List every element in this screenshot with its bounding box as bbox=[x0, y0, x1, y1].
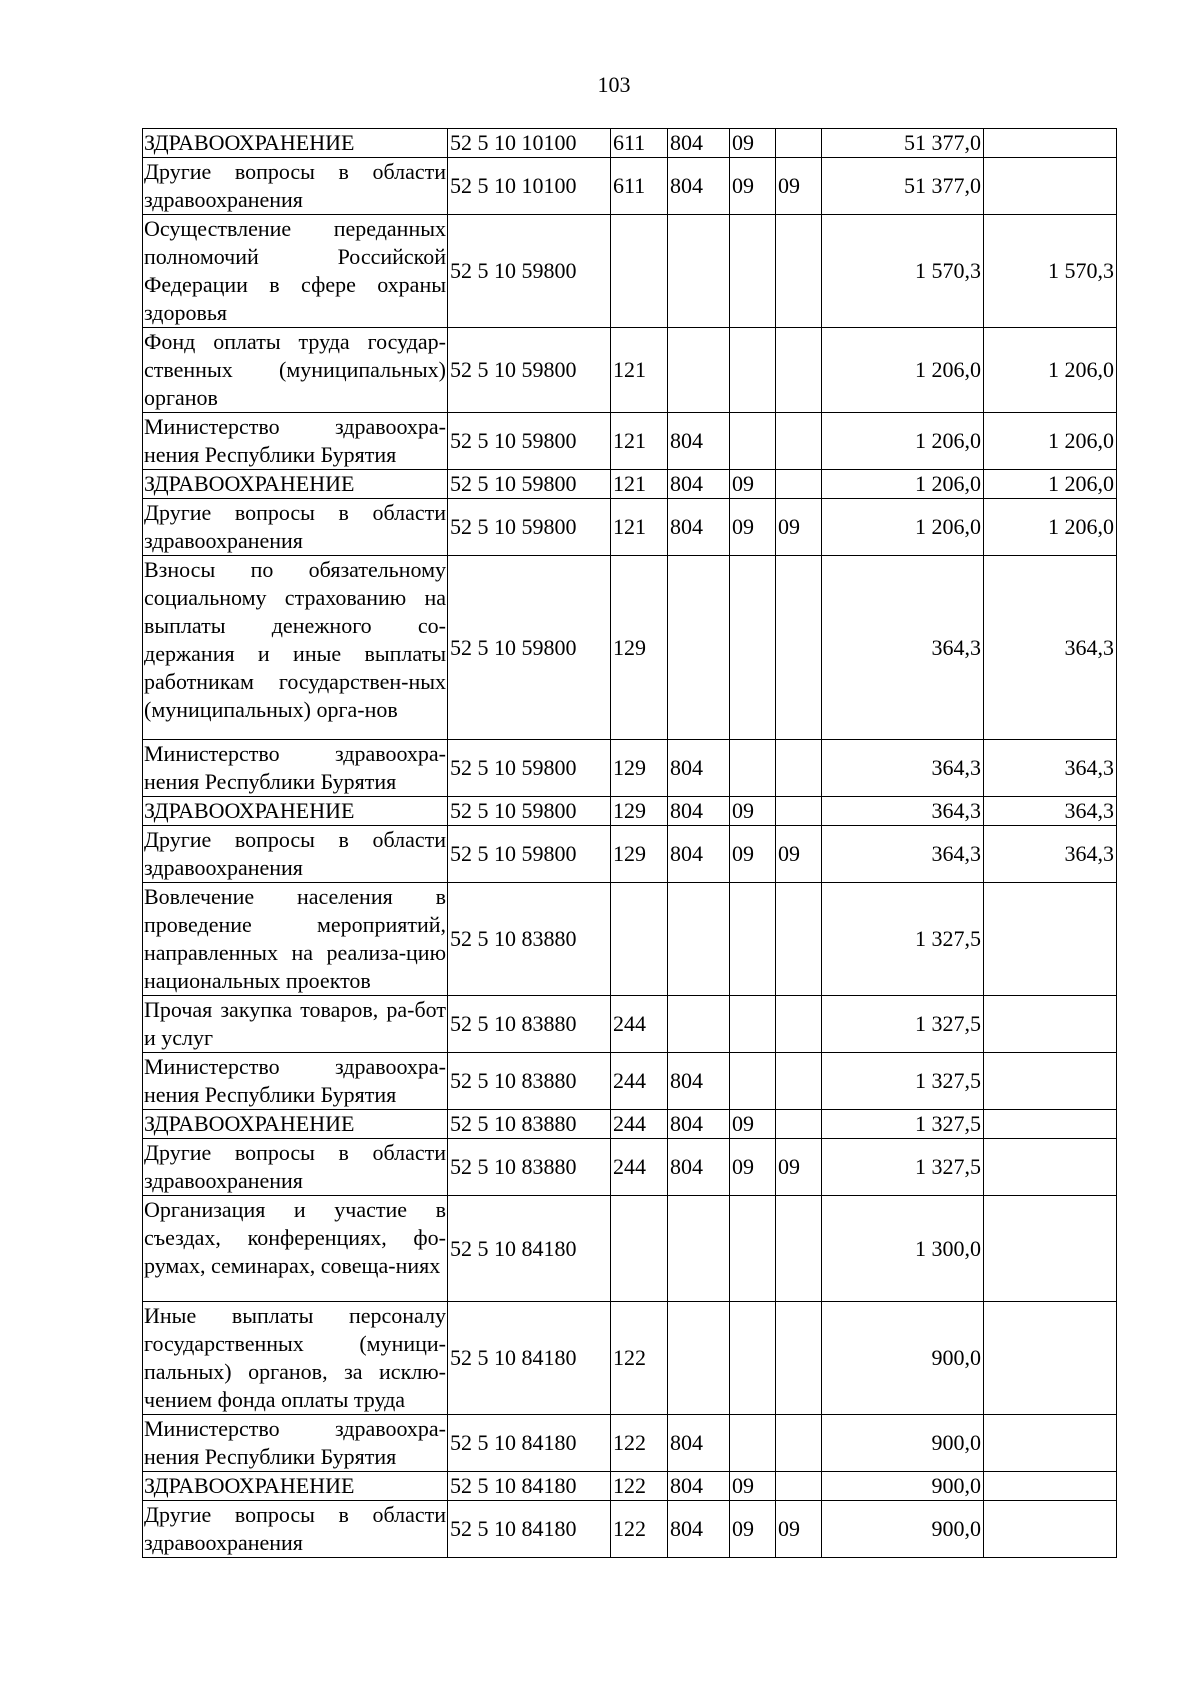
expense-type-cell bbox=[611, 215, 668, 328]
subsection-cell: 09 bbox=[776, 826, 822, 883]
amount-total-cell: 900,0 bbox=[822, 1501, 984, 1558]
target-article-cell: 52 5 10 59800 bbox=[448, 499, 611, 556]
section-cell bbox=[730, 328, 776, 413]
expense-type-cell: 122 bbox=[611, 1501, 668, 1558]
amount-total-cell: 1 300,0 bbox=[822, 1196, 984, 1302]
amount-federal-cell: 364,3 bbox=[984, 556, 1117, 740]
expense-type-cell: 121 bbox=[611, 499, 668, 556]
section-cell: 09 bbox=[730, 158, 776, 215]
ministry-code-cell: 804 bbox=[668, 797, 730, 826]
table-row bbox=[143, 797, 1117, 826]
ministry-code-cell: 804 bbox=[668, 1110, 730, 1139]
amount-total-cell: 1 327,5 bbox=[822, 1110, 984, 1139]
ministry-code-cell: 804 bbox=[668, 129, 730, 158]
section-cell: 09 bbox=[730, 1139, 776, 1196]
ministry-code-cell bbox=[668, 328, 730, 413]
row-name-cell: Министерство здравоохра-нения Республики Бурятия bbox=[143, 1415, 448, 1472]
subsection-cell bbox=[776, 797, 822, 826]
table-row bbox=[143, 1139, 1117, 1196]
target-article-cell: 52 5 10 59800 bbox=[448, 328, 611, 413]
section-cell: 09 bbox=[730, 499, 776, 556]
amount-federal-cell bbox=[984, 1053, 1117, 1110]
target-article-cell: 52 5 10 84180 bbox=[448, 1415, 611, 1472]
table-row bbox=[143, 996, 1117, 1053]
ministry-code-cell: 804 bbox=[668, 413, 730, 470]
amount-federal-cell: 1 570,3 bbox=[984, 215, 1117, 328]
row-name-cell: Взносы по обязательному социальному страхованию на выплаты денежного со-держания и иные выплаты работникам государствен-ных (муниципальных) орга-нов bbox=[143, 556, 448, 740]
target-article-cell: 52 5 10 59800 bbox=[448, 215, 611, 328]
subsection-cell: 09 bbox=[776, 1501, 822, 1558]
expense-type-cell: 129 bbox=[611, 797, 668, 826]
amount-total-cell: 1 327,5 bbox=[822, 996, 984, 1053]
row-name-cell: Министерство здравоохра-нения Республики Бурятия bbox=[143, 1053, 448, 1110]
amount-federal-cell bbox=[984, 158, 1117, 215]
ministry-code-cell bbox=[668, 883, 730, 996]
amount-federal-cell: 1 206,0 bbox=[984, 470, 1117, 499]
expense-type-cell: 611 bbox=[611, 158, 668, 215]
subsection-cell bbox=[776, 1053, 822, 1110]
page-number: 103 bbox=[597, 72, 631, 97]
section-cell: 09 bbox=[730, 1110, 776, 1139]
ministry-code-cell: 804 bbox=[668, 826, 730, 883]
ministry-code-cell: 804 bbox=[668, 470, 730, 499]
amount-total-cell: 1 206,0 bbox=[822, 470, 984, 499]
amount-total-cell: 900,0 bbox=[822, 1415, 984, 1472]
amount-total-cell: 1 327,5 bbox=[822, 883, 984, 996]
amount-total-cell: 900,0 bbox=[822, 1302, 984, 1415]
amount-federal-cell: 364,3 bbox=[984, 826, 1117, 883]
expense-type-cell: 129 bbox=[611, 556, 668, 740]
ministry-code-cell bbox=[668, 215, 730, 328]
amount-federal-cell bbox=[984, 883, 1117, 996]
amount-federal-cell bbox=[984, 1302, 1117, 1415]
target-article-cell: 52 5 10 83880 bbox=[448, 883, 611, 996]
subsection-cell bbox=[776, 215, 822, 328]
ministry-code-cell: 804 bbox=[668, 1415, 730, 1472]
amount-total-cell: 1 206,0 bbox=[822, 328, 984, 413]
ministry-code-cell: 804 bbox=[668, 158, 730, 215]
row-name-cell: ЗДРАВООХРАНЕНИЕ bbox=[143, 470, 448, 499]
target-article-cell: 52 5 10 83880 bbox=[448, 1110, 611, 1139]
amount-total-cell: 1 327,5 bbox=[822, 1053, 984, 1110]
subsection-cell bbox=[776, 1110, 822, 1139]
subsection-cell bbox=[776, 1302, 822, 1415]
subsection-cell bbox=[776, 996, 822, 1053]
amount-total-cell: 1 206,0 bbox=[822, 413, 984, 470]
table-row bbox=[143, 129, 1117, 158]
ministry-code-cell bbox=[668, 556, 730, 740]
section-cell bbox=[730, 996, 776, 1053]
row-name-cell: Другие вопросы в области здравоохранения bbox=[143, 826, 448, 883]
expense-type-cell: 122 bbox=[611, 1415, 668, 1472]
amount-total-cell: 1 206,0 bbox=[822, 499, 984, 556]
row-name-cell: Другие вопросы в области здравоохранения bbox=[143, 158, 448, 215]
amount-total-cell: 364,3 bbox=[822, 556, 984, 740]
expense-type-cell: 244 bbox=[611, 1139, 668, 1196]
table-row bbox=[143, 1302, 1117, 1415]
expense-type-cell: 129 bbox=[611, 826, 668, 883]
table-row bbox=[143, 1053, 1117, 1110]
row-name-cell: Фонд оплаты труда государ-ственных (муниципальных) органов bbox=[143, 328, 448, 413]
target-article-cell: 52 5 10 84180 bbox=[448, 1501, 611, 1558]
subsection-cell bbox=[776, 556, 822, 740]
table-row bbox=[143, 215, 1117, 328]
target-article-cell: 52 5 10 59800 bbox=[448, 826, 611, 883]
row-name-cell: ЗДРАВООХРАНЕНИЕ bbox=[143, 1110, 448, 1139]
table-row bbox=[143, 1415, 1117, 1472]
expense-type-cell: 244 bbox=[611, 996, 668, 1053]
table-row bbox=[143, 470, 1117, 499]
section-cell: 09 bbox=[730, 470, 776, 499]
expense-type-cell: 244 bbox=[611, 1110, 668, 1139]
subsection-cell bbox=[776, 328, 822, 413]
table-row bbox=[143, 499, 1117, 556]
section-cell bbox=[730, 556, 776, 740]
target-article-cell: 52 5 10 10100 bbox=[448, 129, 611, 158]
amount-federal-cell bbox=[984, 1196, 1117, 1302]
amount-federal-cell bbox=[984, 1472, 1117, 1501]
target-article-cell: 52 5 10 10100 bbox=[448, 158, 611, 215]
amount-total-cell: 51 377,0 bbox=[822, 129, 984, 158]
ministry-code-cell: 804 bbox=[668, 1472, 730, 1501]
expense-type-cell bbox=[611, 883, 668, 996]
row-name-cell: Иные выплаты персоналу государственных (муници-пальных) органов, за исклю-чением фонда оплаты труда bbox=[143, 1302, 448, 1415]
ministry-code-cell: 804 bbox=[668, 1053, 730, 1110]
subsection-cell bbox=[776, 883, 822, 996]
row-name-cell: Вовлечение населения в проведение мероприятий, направленных на реализа-цию национальных проектов bbox=[143, 883, 448, 996]
amount-federal-cell bbox=[984, 1110, 1117, 1139]
amount-total-cell: 900,0 bbox=[822, 1472, 984, 1501]
expense-type-cell: 129 bbox=[611, 740, 668, 797]
subsection-cell bbox=[776, 129, 822, 158]
table-row bbox=[143, 1472, 1117, 1501]
target-article-cell: 52 5 10 84180 bbox=[448, 1472, 611, 1501]
subsection-cell bbox=[776, 470, 822, 499]
subsection-cell: 09 bbox=[776, 158, 822, 215]
amount-federal-cell bbox=[984, 1501, 1117, 1558]
target-article-cell: 52 5 10 84180 bbox=[448, 1302, 611, 1415]
target-article-cell: 52 5 10 84180 bbox=[448, 1196, 611, 1302]
table-row bbox=[143, 1110, 1117, 1139]
row-name-cell: ЗДРАВООХРАНЕНИЕ bbox=[143, 129, 448, 158]
target-article-cell: 52 5 10 83880 bbox=[448, 1053, 611, 1110]
row-name-cell: Министерство здравоохра-нения Республики Бурятия bbox=[143, 413, 448, 470]
amount-total-cell: 51 377,0 bbox=[822, 158, 984, 215]
amount-federal-cell bbox=[984, 1415, 1117, 1472]
ministry-code-cell: 804 bbox=[668, 1139, 730, 1196]
table-row bbox=[143, 1501, 1117, 1558]
expense-type-cell: 121 bbox=[611, 470, 668, 499]
row-name-cell: Организация и участие в съездах, конференциях, фо-румах, семинарах, совеща-ниях bbox=[143, 1196, 448, 1302]
expense-type-cell bbox=[611, 1196, 668, 1302]
section-cell: 09 bbox=[730, 1501, 776, 1558]
expense-type-cell: 122 bbox=[611, 1302, 668, 1415]
section-cell: 09 bbox=[730, 129, 776, 158]
budget-table bbox=[142, 128, 1117, 1558]
subsection-cell bbox=[776, 740, 822, 797]
ministry-code-cell bbox=[668, 996, 730, 1053]
row-name-cell: ЗДРАВООХРАНЕНИЕ bbox=[143, 1472, 448, 1501]
ministry-code-cell bbox=[668, 1302, 730, 1415]
section-cell bbox=[730, 413, 776, 470]
expense-type-cell: 611 bbox=[611, 129, 668, 158]
section-cell bbox=[730, 1053, 776, 1110]
target-article-cell: 52 5 10 59800 bbox=[448, 413, 611, 470]
expense-type-cell: 122 bbox=[611, 1472, 668, 1501]
table-row bbox=[143, 158, 1117, 215]
section-cell bbox=[730, 1302, 776, 1415]
row-name-cell: Другие вопросы в области здравоохранения bbox=[143, 1501, 448, 1558]
table-row bbox=[143, 826, 1117, 883]
amount-federal-cell: 1 206,0 bbox=[984, 499, 1117, 556]
amount-federal-cell bbox=[984, 1139, 1117, 1196]
ministry-code-cell: 804 bbox=[668, 740, 730, 797]
amount-federal-cell: 364,3 bbox=[984, 740, 1117, 797]
amount-federal-cell bbox=[984, 129, 1117, 158]
section-cell bbox=[730, 1196, 776, 1302]
amount-total-cell: 1 327,5 bbox=[822, 1139, 984, 1196]
target-article-cell: 52 5 10 59800 bbox=[448, 797, 611, 826]
amount-federal-cell: 1 206,0 bbox=[984, 328, 1117, 413]
ministry-code-cell: 804 bbox=[668, 499, 730, 556]
section-cell: 09 bbox=[730, 826, 776, 883]
target-article-cell: 52 5 10 83880 bbox=[448, 996, 611, 1053]
row-name-cell: Прочая закупка товаров, ра-бот и услуг bbox=[143, 996, 448, 1053]
row-name-cell: Осуществление переданных полномочий Российской Федерации в сфере охраны здоровья bbox=[143, 215, 448, 328]
amount-total-cell: 1 570,3 bbox=[822, 215, 984, 328]
section-cell: 09 bbox=[730, 1472, 776, 1501]
ministry-code-cell: 804 bbox=[668, 1501, 730, 1558]
subsection-cell bbox=[776, 1196, 822, 1302]
subsection-cell: 09 bbox=[776, 1139, 822, 1196]
target-article-cell: 52 5 10 59800 bbox=[448, 740, 611, 797]
amount-total-cell: 364,3 bbox=[822, 826, 984, 883]
amount-federal-cell bbox=[984, 996, 1117, 1053]
row-name-cell: Другие вопросы в области здравоохранения bbox=[143, 499, 448, 556]
row-name-cell: Другие вопросы в области здравоохранения bbox=[143, 1139, 448, 1196]
table-row bbox=[143, 1196, 1117, 1302]
amount-federal-cell: 1 206,0 bbox=[984, 413, 1117, 470]
section-cell: 09 bbox=[730, 797, 776, 826]
target-article-cell: 52 5 10 59800 bbox=[448, 556, 611, 740]
section-cell bbox=[730, 883, 776, 996]
subsection-cell bbox=[776, 1472, 822, 1501]
section-cell bbox=[730, 215, 776, 328]
table-row bbox=[143, 883, 1117, 996]
table-row bbox=[143, 556, 1117, 740]
section-cell bbox=[730, 1415, 776, 1472]
row-name-cell: ЗДРАВООХРАНЕНИЕ bbox=[143, 797, 448, 826]
subsection-cell bbox=[776, 1415, 822, 1472]
section-cell bbox=[730, 740, 776, 797]
amount-federal-cell: 364,3 bbox=[984, 797, 1117, 826]
table-row bbox=[143, 328, 1117, 413]
target-article-cell: 52 5 10 83880 bbox=[448, 1139, 611, 1196]
ministry-code-cell bbox=[668, 1196, 730, 1302]
expense-type-cell: 244 bbox=[611, 1053, 668, 1110]
amount-total-cell: 364,3 bbox=[822, 797, 984, 826]
subsection-cell bbox=[776, 413, 822, 470]
target-article-cell: 52 5 10 59800 bbox=[448, 470, 611, 499]
row-name-cell: Министерство здравоохра-нения Республики Бурятия bbox=[143, 740, 448, 797]
budget-table-body bbox=[143, 129, 1117, 1558]
expense-type-cell: 121 bbox=[611, 413, 668, 470]
expense-type-cell: 121 bbox=[611, 328, 668, 413]
subsection-cell: 09 bbox=[776, 499, 822, 556]
table-row bbox=[143, 740, 1117, 797]
table-row bbox=[143, 413, 1117, 470]
amount-total-cell: 364,3 bbox=[822, 740, 984, 797]
